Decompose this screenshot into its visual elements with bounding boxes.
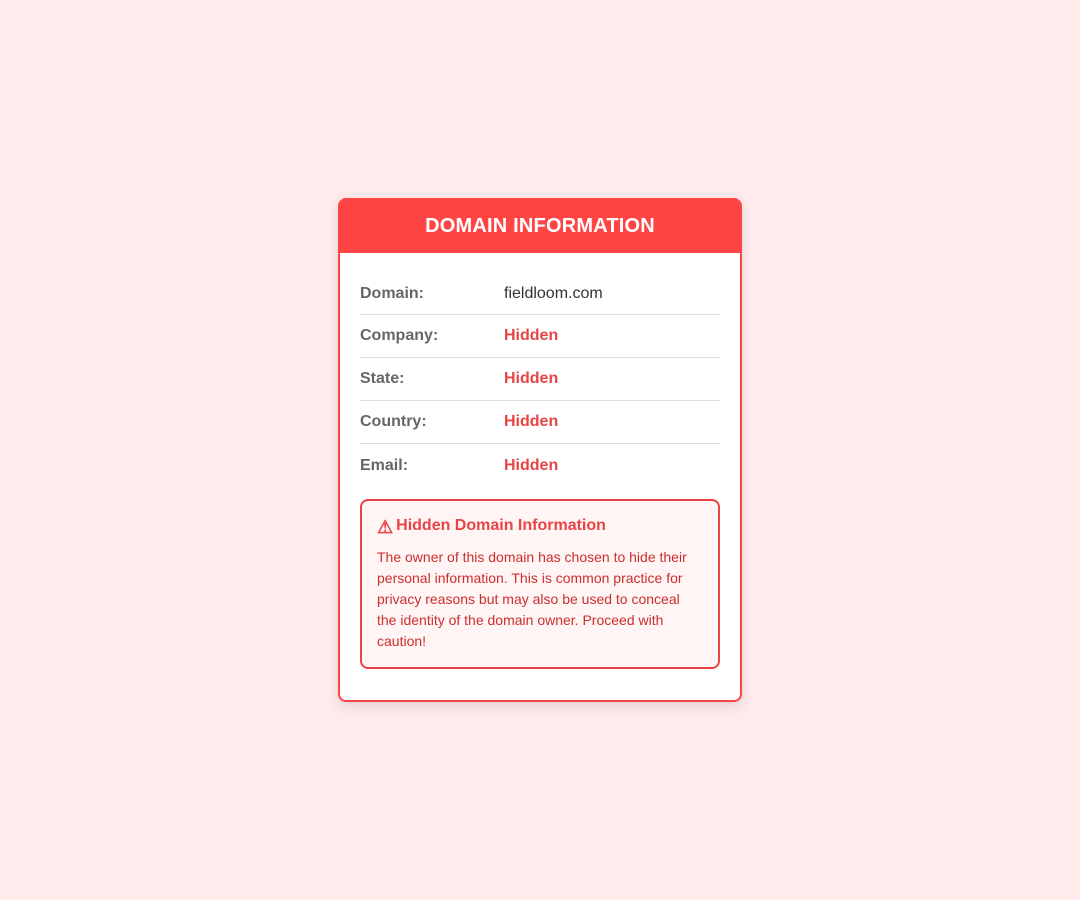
info-label: Country:: [360, 413, 427, 430]
info-row-email: [360, 444, 720, 487]
info-value: Hidden: [504, 413, 559, 430]
warning-box: [360, 499, 720, 669]
domain-info-card: [338, 198, 742, 702]
warning-text: The owner of this domain has chosen to hide their personal information. This is common practice for privacy reasons but may also be used to conceal the identity of the domain owner. Proceed with caution!: [377, 549, 687, 649]
card-body: [340, 253, 740, 689]
info-value: Hidden: [504, 456, 559, 474]
info-label: Email:: [360, 456, 409, 474]
info-label: Company:: [360, 327, 439, 344]
info-list: [360, 273, 720, 487]
warning-title: Hidden Domain Information: [396, 517, 606, 534]
info-label: State:: [360, 370, 405, 387]
warning-icon: ⚠: [377, 517, 394, 537]
info-label: Domain:: [360, 284, 424, 302]
info-value: fieldloom.com: [504, 284, 603, 302]
info-row-domain: [360, 273, 720, 315]
card-title: DOMAIN INFORMATION: [340, 200, 740, 253]
warning-title-row: [377, 517, 703, 535]
info-row-company: [360, 315, 720, 358]
info-value: Hidden: [504, 370, 559, 387]
info-value: Hidden: [504, 327, 559, 344]
info-row-state: [360, 358, 720, 401]
info-row-country: [360, 401, 720, 444]
